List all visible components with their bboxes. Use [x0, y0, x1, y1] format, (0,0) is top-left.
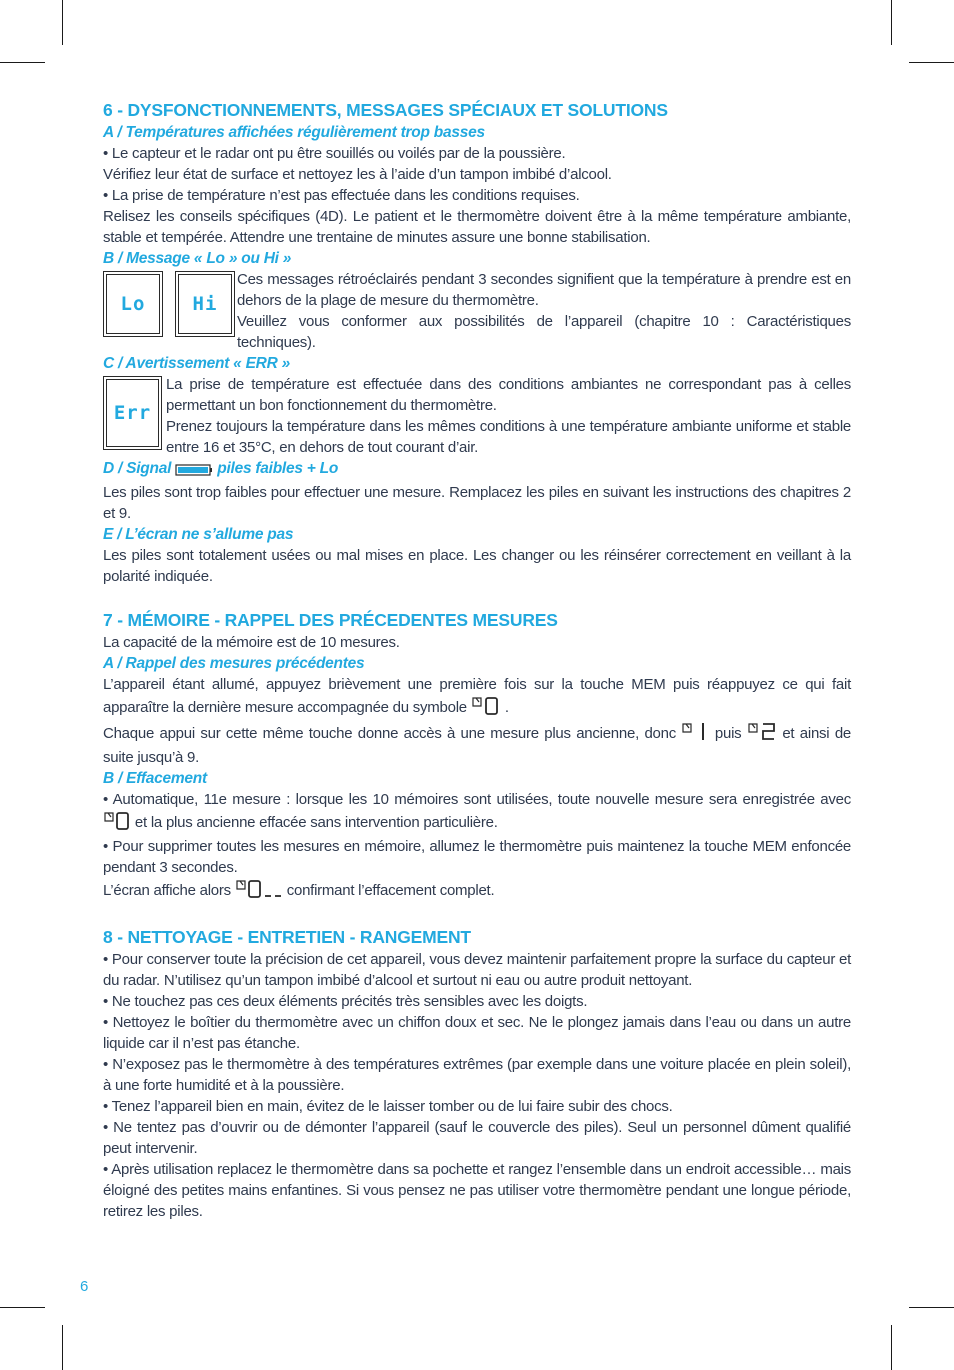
- paragraph: La prise de température est effectuée dans des conditions ambiantes ne correspondant pas à celles permettant un bon fonctionnement du thermomètre.: [166, 376, 851, 414]
- crop-mark: [62, 0, 63, 45]
- memory-cleared-icon: [235, 878, 283, 904]
- page-number: 6: [80, 1278, 89, 1295]
- section-6c-title: C / Avertissement « ERR »: [103, 355, 291, 372]
- paragraph: La capacité de la mémoire est de 10 mesures.: [103, 634, 400, 651]
- section-8-title: 8 - NETTOYAGE - ENTRETIEN - RANGEMENT: [103, 927, 471, 947]
- section-6b-title: B / Message « Lo » ou Hi »: [103, 250, 292, 267]
- paragraph: Les piles sont trop faibles pour effectuer une mesure. Remplacez les piles en suivant les instructions des chapitres 2 et 9.: [103, 484, 851, 522]
- memory-symbol-0-icon: [103, 810, 131, 836]
- memory-symbol-2-icon: [747, 721, 777, 747]
- paragraph: Vérifiez leur état de surface et nettoyez les à l’aide d’un tampon imbibé d’alcool.: [103, 166, 612, 183]
- paragraph: Relisez les conseils spécifiques (4D). Le patient et le thermomètre doivent être à la même température ambiante, stable et tempérée. Attendre une trentaine de minutes assure une bonne stabilisation.: [103, 208, 851, 246]
- crop-mark: [891, 0, 892, 45]
- lcd-hi-text: Hi: [192, 292, 218, 315]
- document-body: [103, 98, 851, 1222]
- section-6a-title: A / Températures affichées régulièrement trop basses: [103, 124, 485, 141]
- paragraph: • Pour conserver toute la précision de cet appareil, vous devez maintenir parfaitement propre la surface du capteur et du radar. N’utilisez qu’un tampon imbibé d’alcool et surtout ni eau ou autre produit nettoyant.: [103, 951, 851, 989]
- crop-mark: [0, 62, 45, 63]
- paragraph: L’appareil étant allumé, appuyez brièvement une première fois sur la touche MEM puis réappuyez ce qui fait apparaître la dernière mesure accompagnée du symbole .: [103, 674, 851, 721]
- lcd-hi-display: [175, 271, 235, 337]
- paragraph: Ces messages rétroéclairés pendant 3 secondes signifient que la température à prendre est en dehors de la plage de mesure du thermomètre.: [237, 271, 851, 309]
- paragraph: • La prise de température n’est pas effectuée dans les conditions requises.: [103, 187, 580, 204]
- lcd-err-display: [103, 376, 162, 450]
- lcd-lo-display: [103, 271, 163, 337]
- paragraph: • N’exposez pas le thermomètre à des températures extrêmes (par exemple dans une voiture placée en plein soleil), à une forte humidité et à la poussière.: [103, 1056, 851, 1094]
- paragraph: L’écran affiche alors confirmant l’effacement complet.: [103, 878, 851, 904]
- paragraph: • Ne tentez pas d’ouvrir ou de démonter l’appareil (sauf le couvercle des piles). Seul un personnel dûment qualifié peut intervenir.: [103, 1119, 851, 1157]
- paragraph: • Pour supprimer toutes les mesures en mémoire, allumez le thermomètre puis maintenez la touche MEM enfoncée pendant 3 secondes.: [103, 838, 851, 876]
- err-block: [103, 374, 851, 458]
- section-6e-title: E / L’écran ne s’allume pas: [103, 526, 294, 543]
- section-7b-title: B / Effacement: [103, 770, 207, 787]
- paragraph: • Tenez l’appareil bien en main, évitez de le laisser tomber ou de lui faire subir des chocs.: [103, 1098, 673, 1115]
- paragraph: Les piles sont totalement usées ou mal mises en place. Les changer ou les réinsérer correctement en veillant à la polarité indiquée.: [103, 547, 851, 585]
- section-7-title: 7 - MÉMOIRE - RAPPEL DES PRÉCEDENTES MESURES: [103, 610, 558, 630]
- section-6d-title: D / Signal piles faibles + Lo: [103, 458, 851, 482]
- section-7a-title: A / Rappel des mesures précédentes: [103, 655, 365, 672]
- paragraph: • Après utilisation replacez le thermomètre dans sa pochette et rangez l’ensemble dans un endroit accessible… mais éloigné des petites mains enfantines. Si vous pensez ne pas utiliser votre thermomètre pendant une longue période, retirez les piles.: [103, 1161, 851, 1220]
- lcd-lo-text: Lo: [120, 292, 146, 315]
- crop-mark: [62, 1325, 63, 1370]
- crop-mark: [0, 1307, 45, 1308]
- paragraph: • Le capteur et le radar ont pu être souillés ou voilés par de la poussière.: [103, 145, 566, 162]
- section-6-title: 6 - DYSFONCTIONNEMENTS, MESSAGES SPÉCIAUX ET SOLUTIONS: [103, 100, 668, 120]
- lo-hi-block: [103, 269, 851, 353]
- crop-mark: [909, 62, 954, 63]
- paragraph: Prenez toujours la température dans les mêmes conditions à une température ambiante uniforme et stable entre 16 et 35°C, en dehors de tout courant d’air.: [166, 418, 851, 456]
- memory-symbol-1-icon: [681, 721, 709, 747]
- lcd-err-text: Err: [113, 401, 152, 424]
- paragraph: Chaque appui sur cette même touche donne accès à une mesure plus ancienne, donc puis et ainsi de suite jusqu’à 9.: [103, 721, 851, 768]
- paragraph: Veuillez vous conformer aux possibilités de l’appareil (chapitre 10 : Caractéristiques techniques).: [237, 313, 851, 351]
- crop-mark: [909, 1307, 954, 1308]
- crop-mark: [891, 1325, 892, 1370]
- paragraph: • Ne touchez pas ces deux éléments précités très sensibles avec les doigts.: [103, 993, 588, 1010]
- battery-low-icon: [175, 461, 213, 482]
- paragraph: • Nettoyez le boîtier du thermomètre avec un chiffon doux et sec. Ne le plongez jamais dans l’eau ou dans un autre liquide car il n’est pas étanche.: [103, 1014, 851, 1052]
- memory-symbol-0-icon: [471, 695, 505, 721]
- paragraph: • Automatique, 11e mesure : lorsque les 10 mémoires sont utilisées, toute nouvelle mesure sera enregistrée avec et la plus ancienne effacée sans intervention particulière.: [103, 789, 851, 836]
